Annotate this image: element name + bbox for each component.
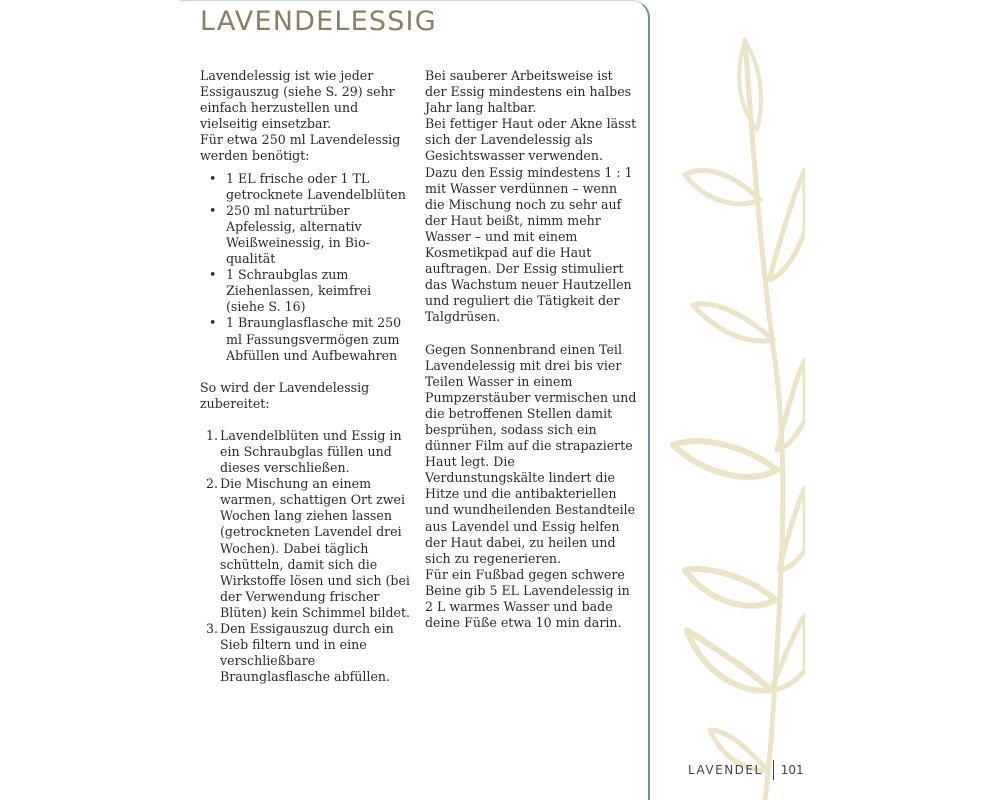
leaf-left-5 <box>687 630 771 691</box>
right-column <box>425 68 637 631</box>
page-number: 101 <box>780 763 804 777</box>
section-label: LAVENDEL <box>688 763 763 777</box>
shelf-life-paragraph: Bei sauberer Arbeitsweise ist der Essig mindestens ein halbes Jahr lang haltbar. <box>425 68 632 116</box>
step-text: Lavendelblüten und Essig in ein Schraubglas füllen und dieses verschließen. <box>220 427 402 476</box>
quantity-paragraph: Für etwa 250 ml Lavendelessig werden benötigt: <box>200 132 401 164</box>
page-title: LAVENDELESSIG <box>200 6 437 37</box>
step-item: 1. Lavendelblüten und Essig in ein Schraubglas füllen und dieses verschließen. <box>206 427 402 476</box>
ingredient-item: • 1 EL frische oder 1 TL getrocknete Lavendelblüten <box>226 171 412 203</box>
branch-strokes <box>673 40 805 800</box>
ingredient-list <box>200 171 412 364</box>
foot-bath-paragraph: Für ein Fußbad gegen schwere Beine gib 5 EL Lavendelessig in 2 L warmes Wasser und bade deine Füße etwa 10 min darin. <box>425 566 630 631</box>
sunburn-paragraph: Gegen Sonnenbrand einen Teil Lavendelessig mit drei bis vier Teilen Wasser in einem Pumpzerstäuber vermischen und die betroffenen Stellen damit besprühen, sodass sich ein dünner Film auf die strapazierte Haut legt. Die Verdunstungskälte lindert die Hitze und die antibakteriellen und wundheilenden Bestandteile aus Lavendel und Essig helfen der Haut dabei, zu heilen und sich zu regenerieren. <box>425 341 637 566</box>
leaf-left-1 <box>685 170 760 204</box>
skin-care-paragraph: Bei fettiger Haut oder Akne lässt sich der Lavendelessig als Gesichtswasser verwenden. Dazu den Essig mindestens 1 : 1 mit Wasser verdünnen – wenn die Mischung noch zu sehr auf der Haut beißt, nimm mehr Wasser – und mit einem Kosmetikpad auf die Haut auftragen. Der Essig stimuliert das Wachstum neuer Hautzellen und reguliert die Tätigkeit der Talgdrüsen. <box>425 116 637 325</box>
step-item: 3. Den Essigauszug durch ein Sieb filtern und in eine verschließbare Braunglasflasche abfüllen. <box>206 621 394 685</box>
left-column <box>200 68 412 685</box>
footer-divider <box>773 760 774 780</box>
ingredient-item: • 250 ml naturtrüber Apfelessig, alternativ Weißweinessig, in Bioqualität <box>226 203 412 267</box>
leaf-left-3 <box>673 441 777 477</box>
intro-paragraph: Lavendelessig ist wie jeder Essigauszug (siehe S. 29) sehr einfach herzustellen und vielseitig einsetzbar. <box>200 68 395 132</box>
leaf-left-4 <box>685 569 775 606</box>
steps-intro: So wird der Lavendelessig zubereitet: <box>200 379 370 411</box>
step-item: 2. Die Mischung an einem warmen, schattigen Ort zwei Wochen lang ziehen lassen (getrockneten Lavendel drei Wochen). Dabei täglich schütteln, damit sich die Wirkstoffe lösen und sich (bei der Verwendung frischer Blüten) kein Schimmel bildet. <box>206 476 411 620</box>
step-text: Die Mischung an einem warmen, schattigen Ort zwei Wochen lang ziehen lassen (getrockneten Lavendel drei Wochen). Dabei täglich schütteln, damit sich die Wirkstoffe lösen und sich (bei der Verwendung frischer Blüten) kein Schimmel bildet. <box>220 476 411 620</box>
page-footer <box>688 760 804 780</box>
lavender-branch-illustration <box>665 30 805 800</box>
leaf-right-1 <box>769 170 805 280</box>
ingredient-item: • 1 Schraubglas zum Ziehenlassen, keimfrei (siehe S. 16) <box>226 267 412 315</box>
ingredient-item: • 1 Braunglasflasche mit 250 ml Fassungsvermögen zum Abfüllen und Aufbewahren <box>226 315 412 363</box>
step-list <box>200 428 412 686</box>
leaf-left-2 <box>693 304 773 341</box>
step-text: Den Essigauszug durch ein Sieb filtern und in eine verschließbare Braunglasflasche abfüllen. <box>220 621 394 685</box>
